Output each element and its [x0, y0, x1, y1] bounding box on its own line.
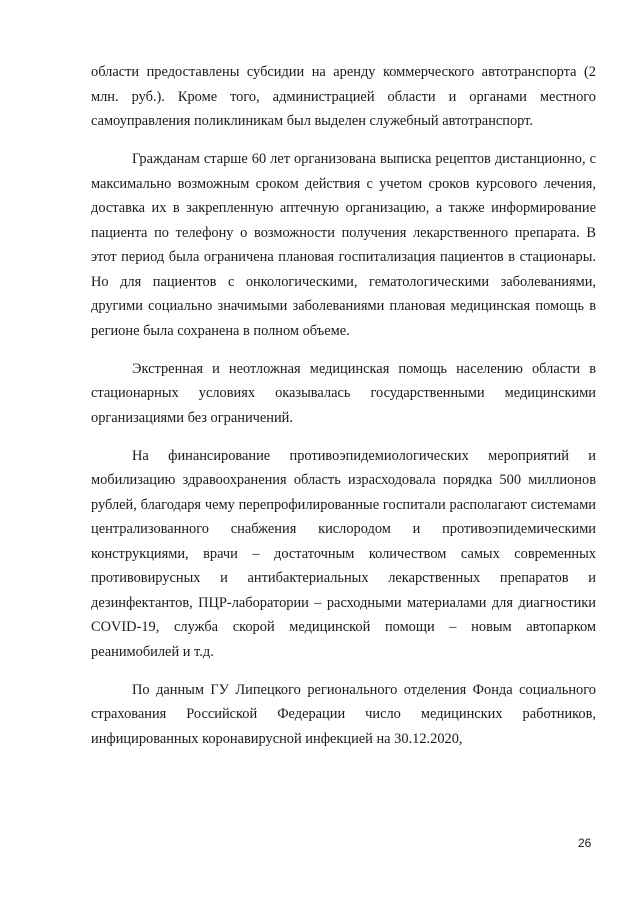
paragraph-subsidies-continued: области предоставлены субсидии на аренду коммерческого автотранспорта (2 млн. руб.). Кроме того, администрацией области и органами местного самоуправления поликлиникам был выделен служебный автотранспорт. — [91, 64, 596, 129]
paragraph-social-insurance-data: По данным ГУ Липецкого регионального отделения Фонда социального страхования Российской Федерации число медицинских работников, инфицированных коронавирусной инфекцией на 30.12.2020, — [91, 681, 596, 747]
paragraph-financing: На финансирование противоэпидемиологических мероприятий и мобилизацию здравоохранения область израсходовала порядка 500 миллионов рублей, благодаря чему перепрофилированные госпитали располагают системами централизованного снабжения кислородом и противоэпидемическими конструкциями, врачи – достаточным количеством самых современных противовирусных и антибактериальных лекарственных препаратов и дезинфектантов, ПЦР-лаборатории – расходными материалами для диагностики COVID-19, служба скорой медицинской помощи – новым автопарком реанимобилей и т.д. — [91, 447, 596, 660]
page-number: 26 — [578, 836, 592, 850]
paragraph-prescriptions-elderly: Гражданам старше 60 лет организована выписка рецептов дистанционно, с максимально возможным сроком действия с учетом сроков курсового лечения, доставка их в закрепленную аптечную организацию, а также информирование пациента по телефону о возможности получения лекарственного препарата. В этот период была ограничена плановая госпитализация пациентов в стационары. Но для пациентов с онкологическими, гематологическими заболеваниями, другими социально значимыми заболеваниями плановая медицинская помощь в регионе была сохранена в полном объеме. — [91, 151, 596, 339]
body-text — [91, 60, 596, 765]
paragraph-emergency-care: Экстренная и неотложная медицинская помощь населению области в стационарных условиях оказывалась государственными медицинскими организациями без ограничений. — [91, 360, 596, 426]
